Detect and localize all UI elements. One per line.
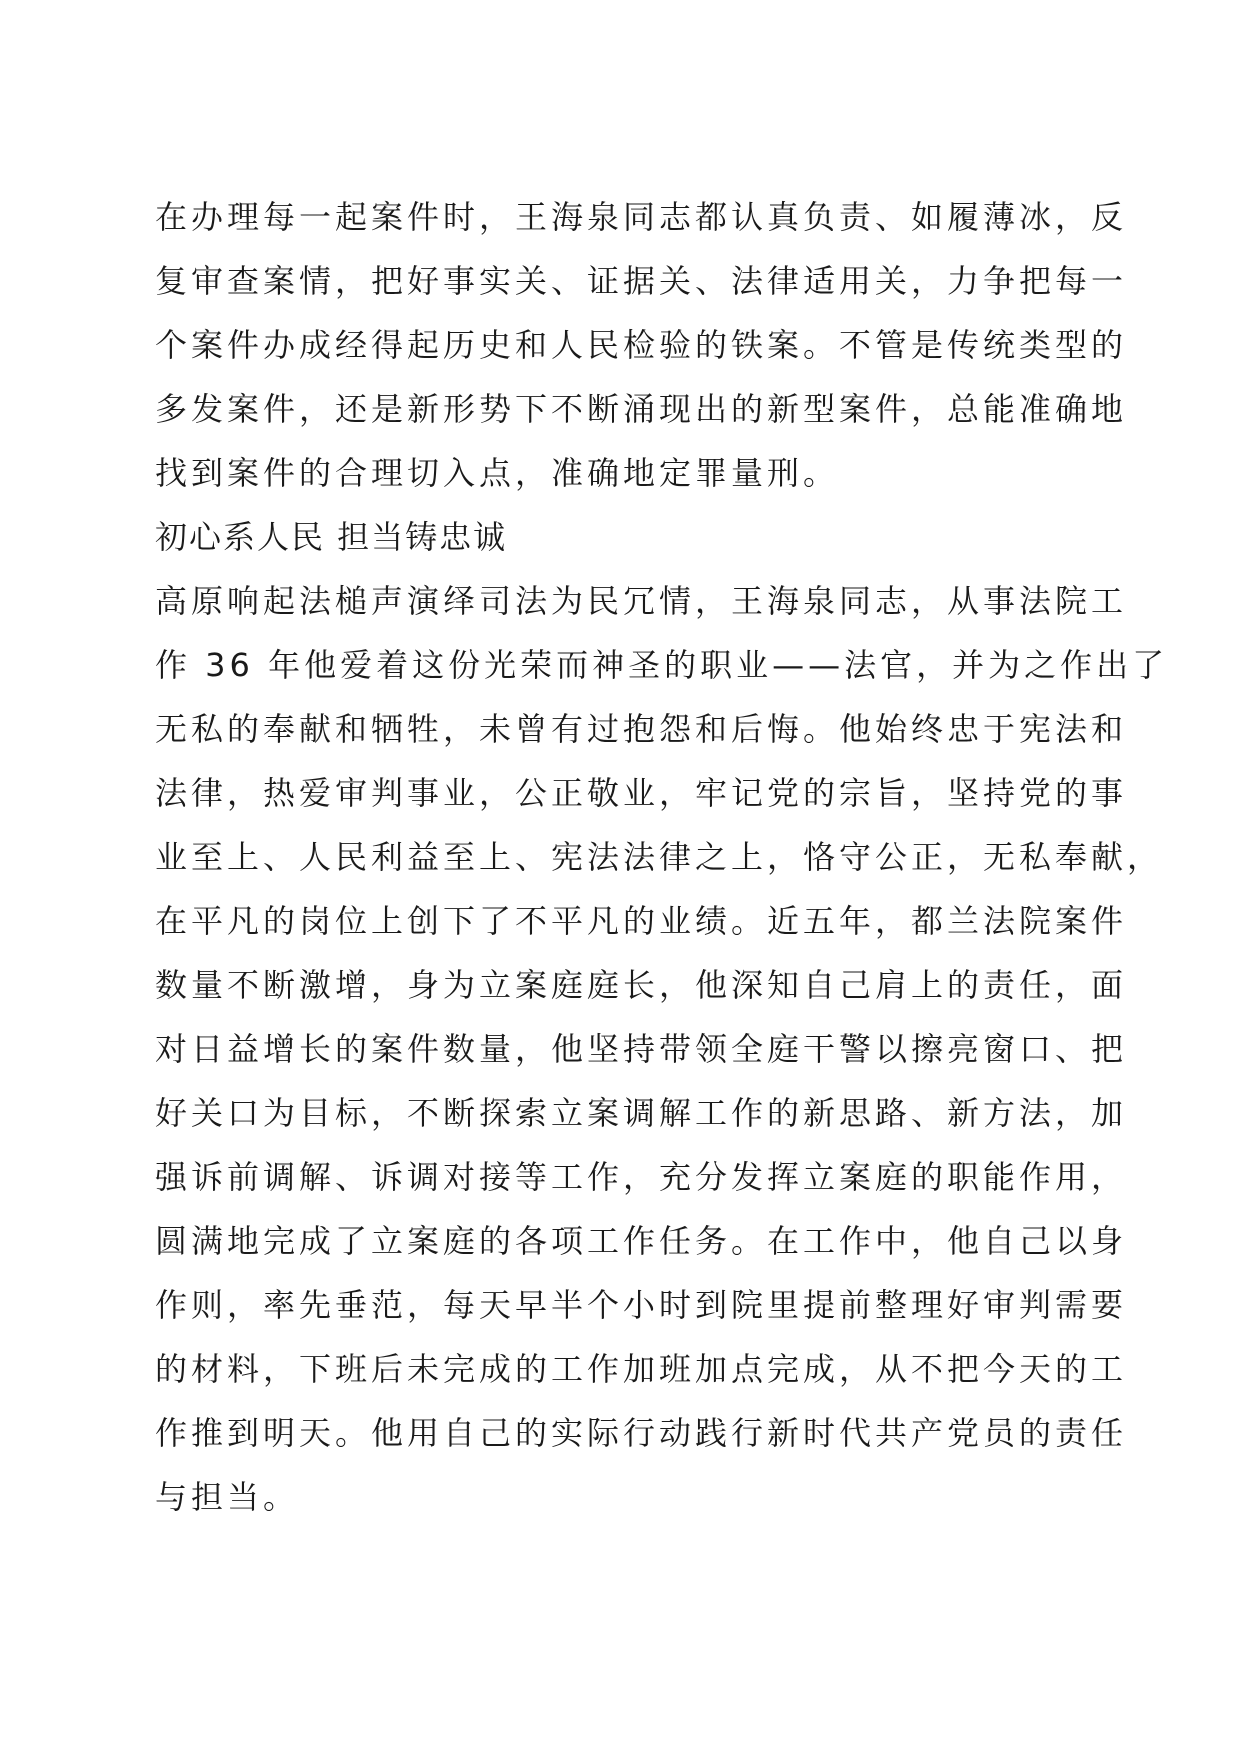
text-line: 数量不断激增，身为立案庭庭长，他深知自己肩上的责任，面 [155,966,1128,1004]
document-body [155,185,1169,1529]
paragraph-2 [155,569,1169,1529]
text-line: 好关口为目标，不断探索立案调解工作的新思路、新方法，加 [155,1094,1128,1132]
text-line: 找到案件的合理切入点，准确地定罪量刑。 [155,454,840,492]
paragraph-1 [155,185,1128,505]
text-line: 在办理每一起案件时，王海泉同志都认真负责、如履薄冰，反 [155,198,1128,236]
text-line: 无私的奉献和牺牲，未曾有过抱怨和后悔。他始终忠于宪法和 [155,710,1128,748]
text-line: 作推到明天。他用自己的实际行动践行新时代共产党员的责任 [155,1414,1128,1452]
text-line: 作则，率先垂范，每天早半个小时到院里提前整理好审判需要 [155,1286,1128,1324]
text-line: 强诉前调解、诉调对接等工作，充分发挥立案庭的职能作用， [155,1158,1128,1196]
text-line: 高原响起法槌声演绎司法为民冗情，王海泉同志，从事法院工 [155,582,1128,620]
text-line: 的材料，下班后未完成的工作加班加点完成，从不把今天的工 [155,1350,1128,1388]
section-subheading: 初心系人民 担当铸忠诚 [155,518,508,556]
text-line: 作 36 年他爱着这份光荣而神圣的职业——法官，并为之作出了 [155,646,1169,684]
text-line: 多发案件，还是新形势下不断涌现出的新型案件，总能准确地 [155,390,1128,428]
text-line: 复审查案情，把好事实关、证据关、法律适用关，力争把每一 [155,262,1128,300]
text-line: 圆满地完成了立案庭的各项工作任务。在工作中，他自己以身 [155,1222,1128,1260]
text-line: 个案件办成经得起历史和人民检验的铁案。不管是传统类型的 [155,326,1128,364]
text-line: 业至上、人民利益至上、宪法法律之上，恪守公正，无私奉献， [155,838,1164,876]
text-line: 法律，热爱审判事业，公正敬业，牢记党的宗旨，坚持党的事 [155,774,1128,812]
text-line: 在平凡的岗位上创下了不平凡的业绩。近五年，都兰法院案件 [155,902,1128,940]
text-line: 对日益增长的案件数量，他坚持带领全庭干警以擦亮窗口、把 [155,1030,1128,1068]
text-line: 与担当。 [155,1478,300,1516]
